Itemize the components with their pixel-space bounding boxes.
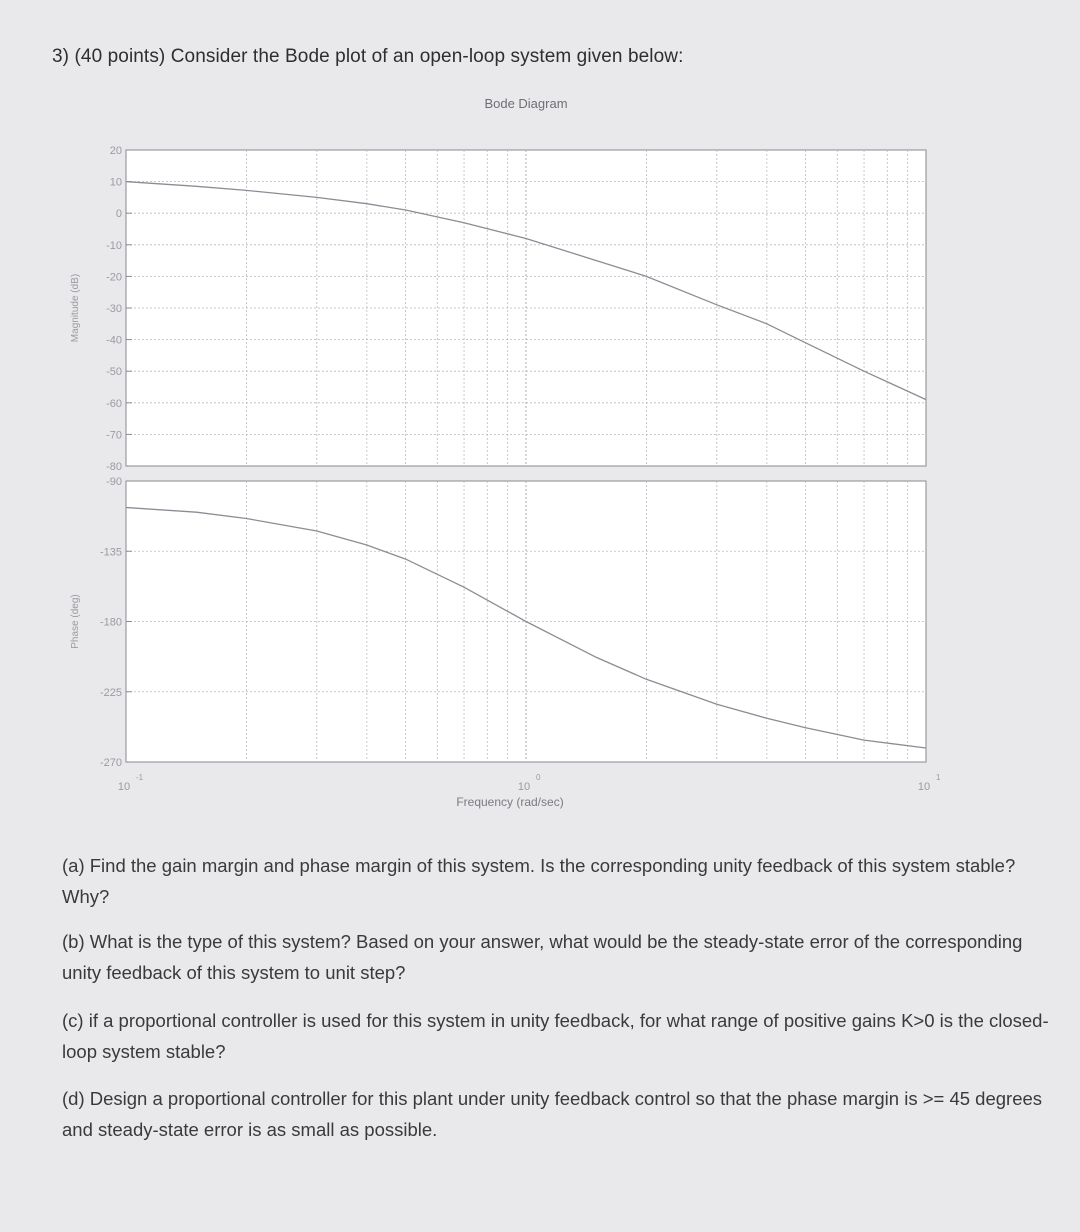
- phase-ytick-label: -135: [99, 546, 122, 559]
- x-tick-base: 10: [517, 781, 531, 793]
- magnitude-ytick-label: -80: [106, 461, 122, 473]
- phase-ytick-label: -90: [106, 476, 122, 488]
- magnitude-ytick-label: -20: [106, 271, 122, 284]
- question-b: (b) What is the type of this system? Based on your answer, what would be the steady-state error of the corresponding unity feedback of this system to unit step?: [62, 931, 1023, 983]
- chart-title: Bode Diagram: [484, 96, 568, 111]
- question-a: (a) Find the gain margin and phase margin of this system. Is the corresponding unity feedback of this system stable? Why?: [62, 855, 1016, 907]
- magnitude-ytick-label: -30: [106, 303, 122, 315]
- question-title: 3) (40 points) Consider the Bode plot of an open-loop system given below:: [52, 46, 684, 67]
- question-d: (d) Design a proportional controller for this plant under unity feedback control so that the phase margin is >= 45 degrees and steady-state error is as small as possible.: [62, 1088, 1043, 1140]
- x-tick-base: 10: [117, 781, 131, 793]
- magnitude-ytick-label: 20: [109, 145, 122, 157]
- phase-ytick-label: -180: [99, 616, 122, 629]
- x-tick-exponent: -1: [136, 773, 144, 782]
- magnitude-ytick-label: 0: [115, 208, 122, 221]
- question-c: (c) if a proportional controller is used for this system in unity feedback, for what range of positive gains K>0 is the closed-loop system stable?: [62, 1010, 1049, 1062]
- x-tick-exponent: 0: [536, 773, 541, 782]
- phase-ytick-label: -270: [99, 757, 122, 769]
- magnitude-ytick-label: 10: [109, 176, 122, 189]
- magnitude-ytick-label: -50: [106, 366, 122, 379]
- magnitude-ytick-label: -40: [106, 334, 122, 347]
- x-axis-label: Frequency (rad/sec): [456, 795, 564, 809]
- x-tick-exponent: 1: [936, 773, 941, 782]
- magnitude-ytick-label: -10: [106, 239, 122, 252]
- magnitude-ylabel: Magnitude (dB): [70, 273, 81, 343]
- phase-ytick-label: -225: [99, 686, 122, 699]
- x-tick-base: 10: [917, 781, 931, 793]
- phase-ylabel: Phase (deg): [70, 594, 81, 649]
- magnitude-ytick-label: -70: [106, 429, 122, 442]
- magnitude-ytick-label: -60: [106, 397, 122, 410]
